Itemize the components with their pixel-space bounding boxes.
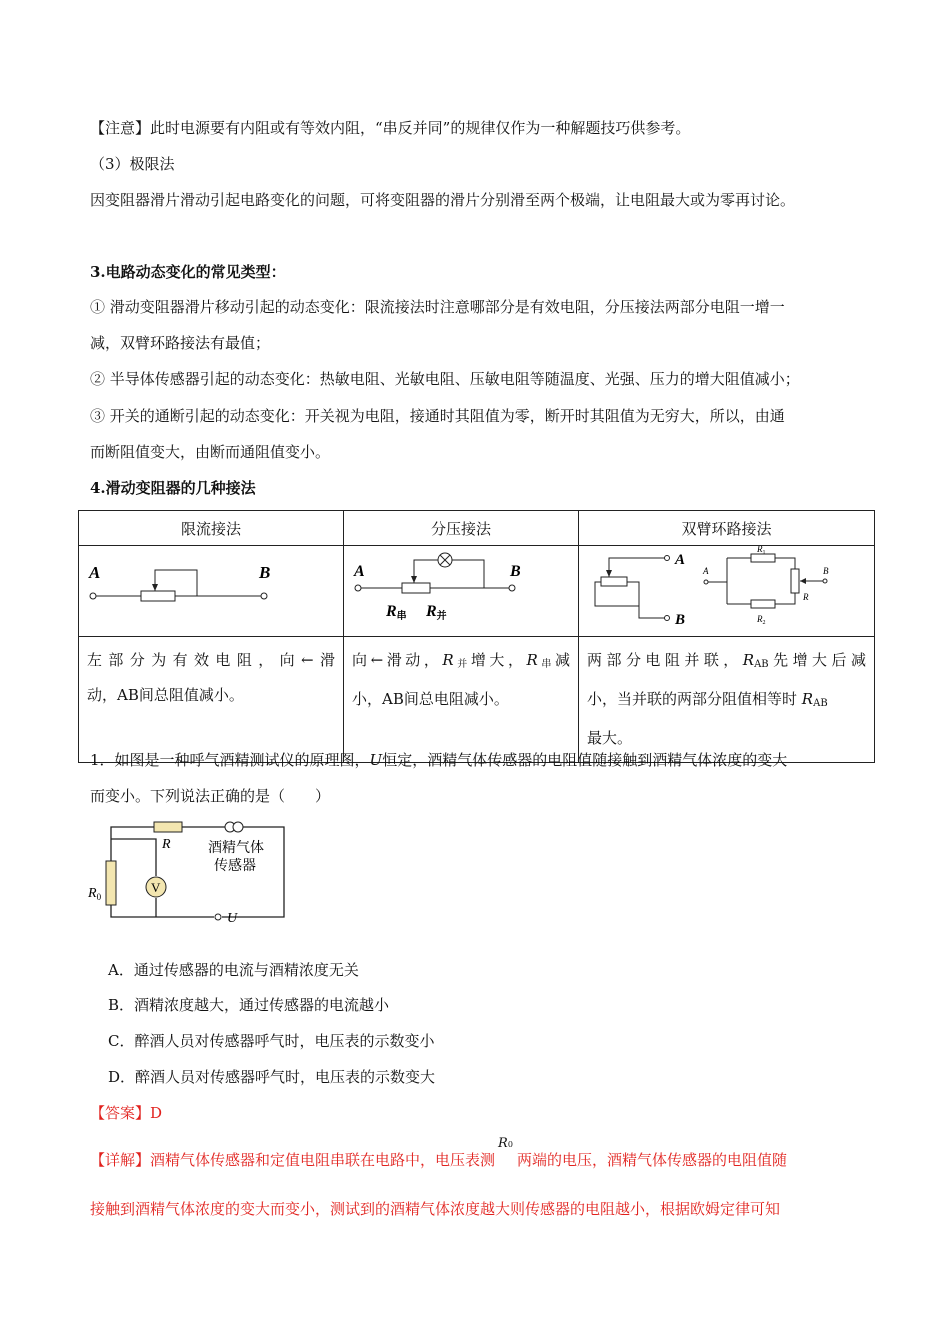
terminal-a-dot: [355, 585, 361, 591]
r-series-label: R串: [386, 603, 407, 622]
terminal-a-dot: [665, 556, 670, 561]
detail-line2: 接触到酒精气体浓度的变大而变小，测试到的酒精气体浓度越大则传感器的电阻越小，根据欧姆定律可知: [90, 1200, 781, 1218]
wire: [609, 558, 665, 576]
option-a[interactable]: A．通过传感器的电流与酒精浓度无关: [108, 961, 359, 979]
slider-arrow: [800, 578, 806, 584]
double-arm-circuit-diagram: [579, 546, 875, 632]
circuit-wire: [111, 905, 214, 917]
desc-double-arm: [579, 637, 875, 763]
section3-item3-line2: 而断阻值变大，由断而通阻值变小。: [90, 443, 331, 461]
column-header-voltage-divider: 分压接法: [344, 511, 579, 546]
desc2-line1: 向←滑动，$R_并$增大，$R_串$减: [352, 651, 570, 670]
desc-voltage-divider: [344, 637, 579, 763]
voltmeter-label: V: [151, 880, 161, 895]
detail-line1: 【详解】酒精气体传感器和定值电阻串联在电路中，电压表测 R0 两端的电压，酒精气体传感器的电阻值随: [90, 1136, 788, 1169]
terminal-a-dot: [90, 593, 96, 599]
rheostat: [402, 583, 430, 593]
slider-wire: [414, 560, 438, 583]
ring-a-label: A: [703, 566, 709, 576]
r2-label: $R_2$: [757, 614, 766, 626]
rheostat: [601, 577, 627, 586]
terminal-b-label: B: [675, 612, 686, 628]
r0-label: $R_0$: [88, 886, 102, 902]
terminal-a-label: A: [89, 563, 101, 582]
answer-label: 【答案】: [90, 1104, 151, 1122]
terminal-dot: [215, 914, 221, 920]
method3-title: （3）极限法: [90, 155, 175, 173]
r-label: R: [162, 837, 171, 852]
u-label: U: [227, 911, 238, 926]
voltage-divider-circuit-diagram: [344, 546, 579, 632]
r1-label: $R_1$: [757, 546, 766, 556]
desc-current-limiting: [79, 637, 344, 763]
terminal-b-dot: [261, 593, 267, 599]
ring-b-label: B: [823, 566, 829, 576]
slider-arrow: [411, 576, 417, 583]
sensor-label-line1: 酒精气体: [208, 841, 264, 856]
sensor-icon: [233, 822, 243, 832]
ring-a-dot: [704, 580, 708, 584]
option-d[interactable]: D．醉酒人员对传感器呼气时，电压表的示数变大: [108, 1068, 436, 1086]
slider-arrow: [606, 570, 612, 577]
slider-arrow: [152, 584, 158, 591]
column-header-double-arm: 双臂环路接法: [579, 511, 875, 546]
detail-label: 【详解】: [90, 1151, 151, 1169]
terminal-b-label: B: [510, 563, 521, 580]
r-label: R: [803, 592, 809, 602]
r-resistor: [154, 822, 182, 832]
current-limiting-circuit-diagram: [79, 546, 344, 632]
desc3-line1: 两部分电阻并联，$R_{AB}$先增大后减: [587, 651, 866, 670]
r2-resistor: [751, 600, 775, 608]
fig-double-arm-cell: [579, 546, 875, 637]
answer-value: D: [150, 1104, 163, 1122]
desc2-line2: 小，AB间总电阻减小。: [352, 690, 509, 708]
sensor-label-line2: 传感器: [214, 859, 256, 874]
method3-body: 因变阻器滑片滑动引起电路变化的问题，可将变阻器的滑片分别滑至两个极端，让电阻最大或为零再讨论。: [90, 191, 796, 209]
section3-item2: ② 半导体传感器引起的动态变化：热敏电阻、光敏电阻、压敏电阻等随温度、光强、压力的增大阻值减小；: [90, 370, 800, 388]
rheostat: [141, 591, 175, 601]
section3-item1-line1: ① 滑动变阻器滑片移动引起的动态变化：限流接法时注意哪部分是有效电阻，分压接法两部分电阻一增一: [90, 298, 785, 316]
rheostat-methods-table: [78, 510, 875, 763]
terminal-b-dot: [509, 585, 515, 591]
lamp-wire: [452, 560, 484, 588]
column-header-current-limiting: 限流接法: [79, 511, 344, 546]
breathalyzer-circuit-diagram: [84, 815, 294, 927]
terminal-b-dot: [665, 616, 670, 621]
question-line2: 而变小。下列说法正确的是（ ）: [90, 787, 331, 805]
ring-b-dot: [823, 579, 827, 583]
desc3-line3: 最大。: [587, 729, 633, 747]
option-b[interactable]: B．酒精浓度越大，通过传感器的电流越小: [108, 996, 390, 1014]
desc1-line1: 左部分为有效电阻，向←滑: [87, 651, 335, 669]
desc3-line2: 小，当并联的两部分阻值相等时 $R_{AB}$: [587, 690, 828, 709]
desc1-line2: 动，AB间总阻值减小。: [87, 686, 244, 704]
section3-heading: 3.电路动态变化的常见类型：: [90, 263, 286, 281]
question-line1: 1．如图是一种呼气酒精测试仪的原理图，U恒定，酒精气体传感器的电阻值随接触到酒精气体浓度的变大: [90, 751, 788, 769]
fig-current-limiting-cell: [79, 546, 344, 637]
note-paragraph: 【注意】此时电源要有内阻或有等效内阻，“串反并同”的规律仅作为一种解题技巧供参考。: [90, 119, 691, 137]
voltmeter-wire: [111, 839, 156, 876]
r-rheostat: [791, 569, 799, 593]
terminal-a-label: A: [675, 552, 686, 568]
section4-heading: 4.滑动变阻器的几种接法: [90, 479, 256, 497]
r-parallel-label: R并: [426, 603, 447, 622]
wire: [639, 594, 665, 618]
answer-line: [90, 1103, 162, 1123]
detail-r0-symbol: R0: [498, 1136, 513, 1151]
option-c[interactable]: C．醉酒人员对传感器呼气时，电压表的示数变小: [108, 1032, 435, 1050]
r0-resistor: [106, 861, 116, 905]
section3-item3-line1: ③ 开关的通断引起的动态变化：开关视为电阻，接通时其阻值为零，断开时其阻值为无穷大，所以，由通: [90, 407, 785, 425]
section3-item1-line2: 减，双臂环路接法有最值；: [90, 334, 271, 352]
terminal-b-label: B: [259, 563, 271, 582]
terminal-a-label: A: [354, 563, 365, 580]
fig-voltage-divider-cell: [344, 546, 579, 637]
